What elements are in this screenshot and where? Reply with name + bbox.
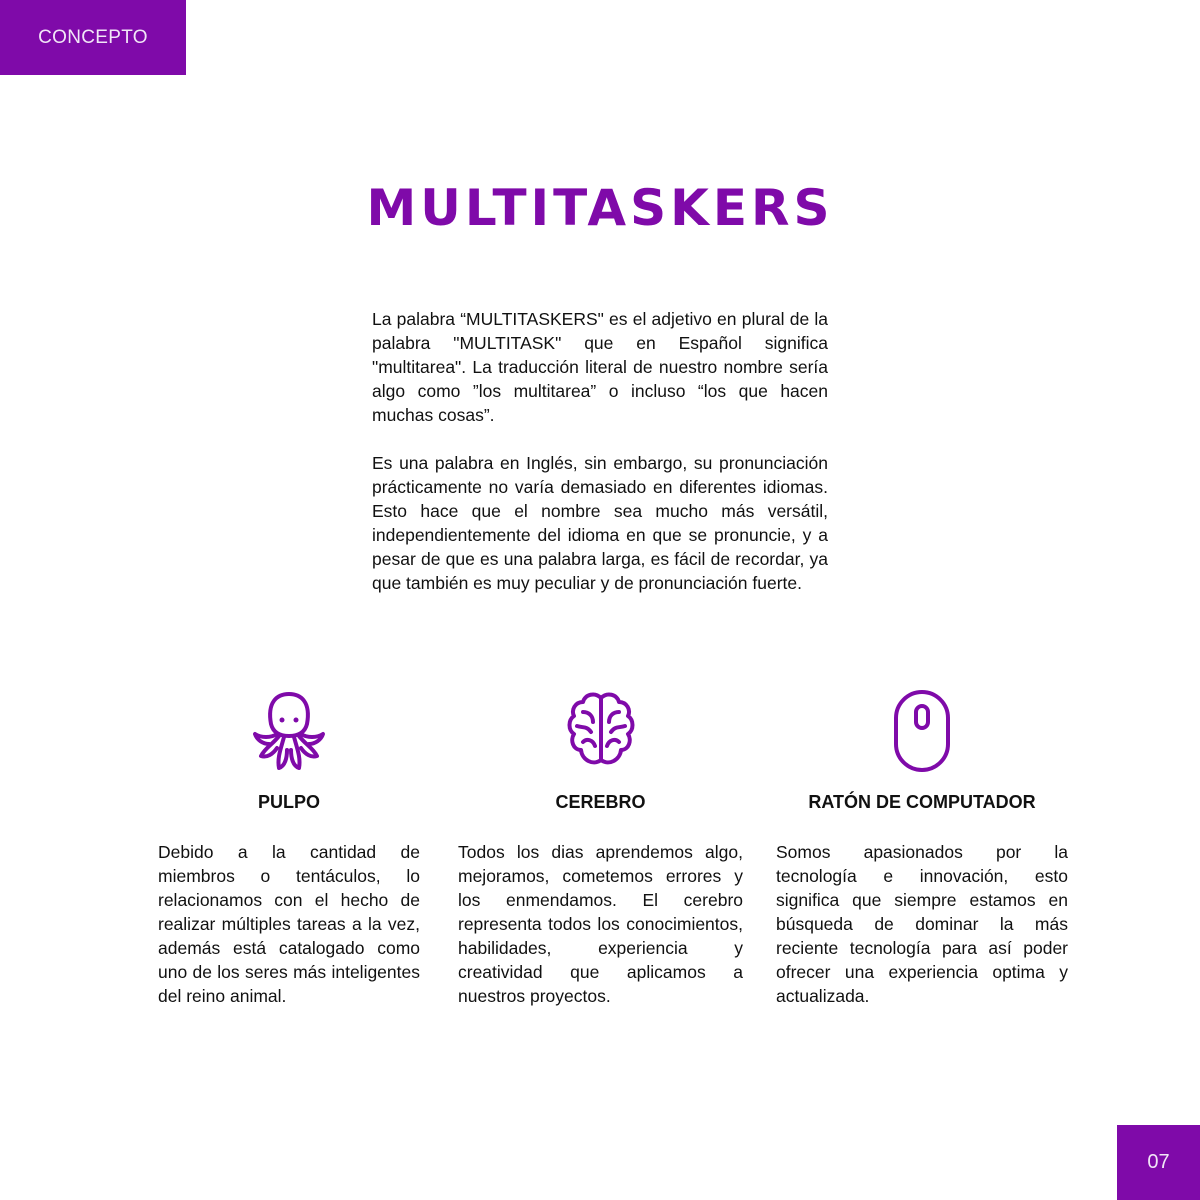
page-title: MULTITASKERS: [366, 179, 834, 237]
intro-paragraph: La palabra “MULTITASKERS" es el adjetivo en plural de la palabra "MULTITASK" que en Español significa "multitarea". La traducción literal de nuestro nombre sería algo como ”los multitarea” o incluso “los que hacen muchas cosas”.: [372, 309, 828, 425]
intro-paragraph: Es una palabra en Inglés, sin embargo, su pronunciación prácticamente no varía demasiado en diferentes idiomas. Esto hace que el nombre sea mucho más versátil, independientemente del idioma en que se pronuncie, y a pesar de que es una palabra larga, es fácil de recordar, ya que también es muy peculiar y de pronunciación fuerte.: [372, 453, 828, 593]
feature-title: RATÓN DE COMPUTADOR: [808, 792, 1036, 812]
page-number-text: 07: [1147, 1151, 1170, 1173]
page-number: [1117, 1125, 1200, 1200]
section-label: [0, 0, 186, 75]
feature-text: Debido a la cantidad de miembros o tentáculos, lo relacionamos con el hecho de realizar múltiples tareas a la vez, además está catalogado como uno de los seres más inteligentes del reino animal.: [158, 842, 420, 1006]
feature-text: Somos apasionados por la tecnología e innovación, esto significa que siempre estamos en búsqueda de dominar la más reciente tecnología para así poder ofrecer una experiencia optima y actualizada.: [776, 842, 1068, 1006]
intro-text: [372, 307, 828, 619]
feature-title: CEREBRO: [555, 792, 646, 812]
computer-mouse-icon: [884, 688, 960, 774]
feature-title: PULPO: [257, 792, 320, 812]
feature-mouse: [776, 688, 1068, 1006]
feature-octopus: [158, 688, 420, 1006]
feature-text: Todos los dias aprendemos algo, mejoramos, cometemos errores y los enmendamos. El cerebro representa todos los conocimientos, habilidades, experiencia y creatividad que aplicamos a nuestros proyectos.: [458, 842, 743, 1006]
section-label-text: CONCEPTO: [38, 26, 148, 48]
brain-icon: [563, 688, 639, 774]
feature-brain: [458, 688, 743, 1006]
octopus-icon: [251, 688, 327, 774]
